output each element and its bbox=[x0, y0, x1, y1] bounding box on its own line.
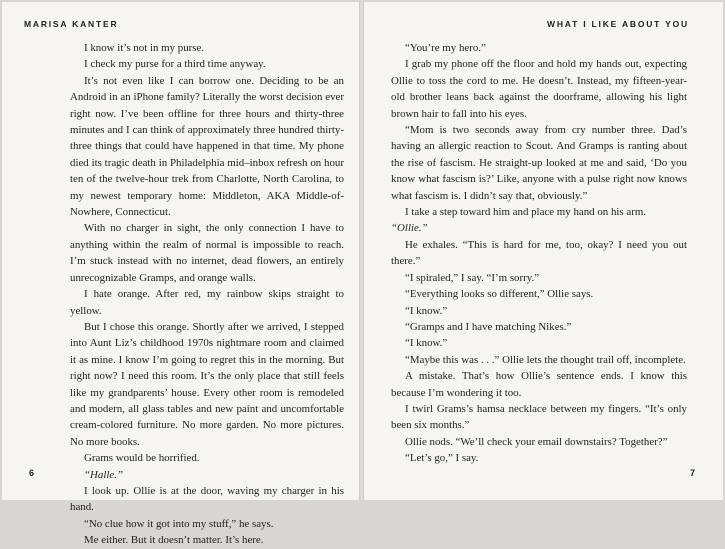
paragraph: I know it’s not in my purse. bbox=[84, 42, 205, 54]
paragraph: “Everything looks so different,” Ollie says. bbox=[405, 288, 594, 301]
page-number-left: 6 bbox=[29, 468, 35, 478]
page-number-right: 7 bbox=[689, 468, 695, 478]
paragraph: With no charger in sight, the only connection I have to anything within the realm of normal is impossible to reach. I’m stuck instead with no internet, dead flowers, an entirely unrecognizable Gramps, and orange walls. bbox=[70, 222, 344, 284]
paragraph: “Halle.” bbox=[84, 468, 124, 481]
paragraph: Grams would be horrified. bbox=[84, 452, 200, 465]
paragraph: “You’re my hero.” bbox=[405, 42, 486, 54]
left-page bbox=[2, 2, 359, 547]
paragraph: I check my purse for a third time anyway. bbox=[84, 58, 266, 71]
paragraph: Me either. But it doesn’t matter. It’s here. bbox=[84, 534, 264, 547]
paragraph: I twirl Grams’s hamsa necklace between my fingers. “It’s only been six months.” bbox=[391, 402, 687, 432]
paragraph: “Let’s go,” I say. bbox=[405, 452, 479, 465]
paragraph: He exhales. “This is hard for me, too, okay? I need you out there.” bbox=[391, 238, 687, 268]
paragraph: “Maybe this was . . .” Ollie lets the thought trail off, incomplete. bbox=[405, 353, 686, 366]
paragraph: “Gramps and I have matching Nikes.” bbox=[405, 320, 572, 333]
paragraph: I take a step toward him and place my hand on his arm. bbox=[405, 206, 647, 219]
paragraph: I look up. Ollie is at the door, waving my charger in his hand. bbox=[70, 484, 344, 514]
paragraph: “I know.” bbox=[405, 337, 448, 350]
paragraph: “No clue how it got into my stuff,” he says. bbox=[84, 517, 274, 530]
left-page-text bbox=[70, 40, 344, 549]
paragraph: A mistake. That’s how Ollie’s sentence ends. I know this because I’m wondering it too. bbox=[391, 370, 687, 399]
right-page-text bbox=[391, 40, 687, 467]
paragraph: “I spiraled,” I say. “I’m sorry.” bbox=[405, 271, 540, 284]
paragraph: “Ollie.” bbox=[391, 222, 428, 235]
right-page bbox=[364, 2, 723, 500]
paragraph: But I chose this orange. Shortly after we arrived, I stepped into Aunt Liz’s childhood 1970s nightmare room and claimed it as mine. I know I’m going to regret this in the morning. But right now? I need this room. It’s the only place that still feels like my grandparents’ house. Every other room is remodeled and modern, all glass tables and new paint and uncomfortable cream-colored furniture. No more garden. No more pictures. No more books. bbox=[70, 320, 344, 448]
paragraph: I hate orange. After red, my rainbow skips straight to yellow. bbox=[70, 288, 344, 317]
paragraph: “I know.” bbox=[405, 304, 448, 317]
running-head-title: WHAT I LIKE ABOUT YOU bbox=[547, 19, 689, 29]
paragraph: I grab my phone off the floor and hold my hands out, expecting Ollie to toss the cord to me. He doesn’t. Instead, my fifteen-year-old brother leans back against the doorframe, allowing his light brown hair to fall into his eyes. bbox=[391, 58, 687, 120]
paragraph: “Mom is two seconds away from cry number three. Dad’s having an allergic reaction to Scout. And Gramps is ranting about the rise of fascism. He straight-up looked at me and said, ‘Do you know what fascism is?’ Like, anyone with a pulse right now knows what fascism is. I didn’t say that, obviously.” bbox=[391, 124, 687, 202]
running-head-author: MARISA KANTER bbox=[24, 19, 119, 29]
paragraph: Ollie nods. “We’ll check your email downstairs? Together?” bbox=[405, 435, 668, 448]
paragraph: It’s not even like I can borrow one. Deciding to be an Android in an iPhone family? Literally the worst decision ever right now. I’ve been offline for three hours and thirty-three minutes and I can think of approximately three hundred thirty-three things that could have happened in that time. My phone died its tragic death in Philadelphia mid–inbox refresh on hour ten of the twelve-hour trek from Charlotte, North Carolina, to my newest temporary home: Middleton, AKA Middle-of-Nowhere, Connecticut. bbox=[70, 74, 344, 219]
